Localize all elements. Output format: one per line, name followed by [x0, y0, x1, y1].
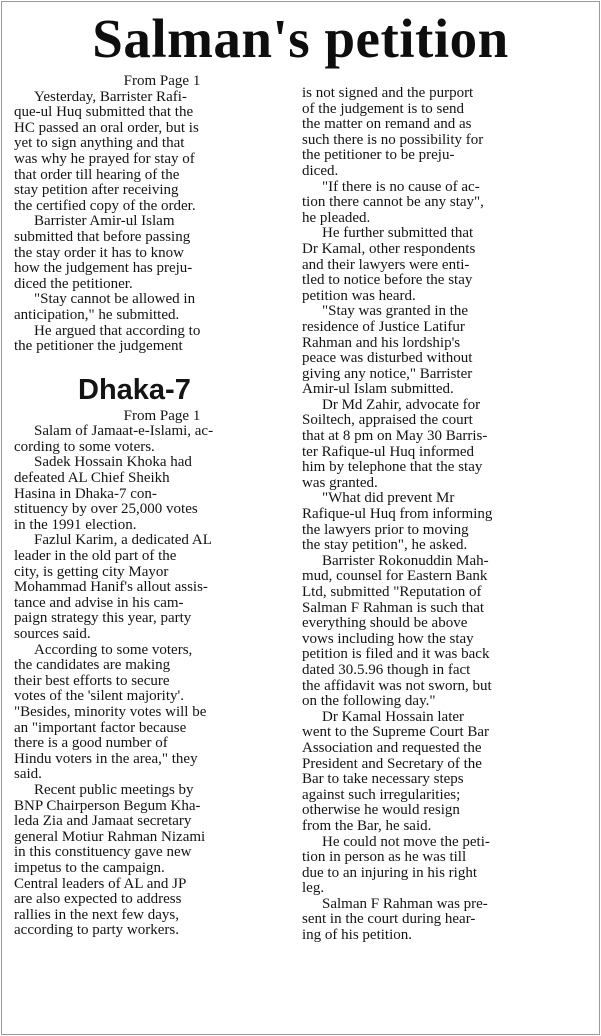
paragraph [14, 292, 310, 323]
text-line: Salam of Jamaat-e-Islami, ac- [34, 423, 214, 440]
paragraph [302, 491, 592, 553]
text-line: Central leaders of AL and JP [14, 875, 187, 892]
text-line: vows including how the stay [302, 630, 474, 647]
paragraph [302, 226, 592, 304]
text-line: anticipation," he submitted. [14, 306, 180, 323]
text-line: Barrister Rokonuddin Mah- [322, 552, 489, 569]
text-line: the stay petition", he asked. [302, 537, 468, 554]
paragraph [14, 424, 310, 455]
text-line: defeated AL Chief Sheikh [14, 470, 170, 487]
paragraph [14, 533, 310, 642]
text-line: ter Rafique-ul Huq informed [302, 443, 475, 460]
text-line: are also expected to address [14, 891, 182, 908]
text-line: Rahman and his lordship's [302, 334, 461, 351]
text-line: HC passed an oral order, but is [14, 119, 199, 136]
text-line: Dr Kamal, other respondents [302, 240, 476, 257]
text-line: impetus to the campaign. [14, 859, 165, 876]
text-line: Association and requested the [302, 739, 482, 756]
text-line: according to party workers. [14, 922, 179, 939]
text-line: He could not move the peti- [322, 833, 490, 850]
text-line: Hindu voters in the area," they [14, 750, 198, 767]
paragraph [14, 455, 310, 533]
text-line: petition is filed and it was back [302, 646, 490, 663]
from-page-label: From Page 1 [123, 73, 201, 89]
text-line: the petitioner to be preju- [302, 147, 455, 164]
text-line: there is a good number of [14, 735, 168, 752]
text-line: Barrister Amir-ul Islam [34, 213, 175, 230]
text-line: President and Secretary of the [302, 755, 482, 772]
text-line: residence of Justice Latifur [302, 318, 465, 335]
text-line: rallies in the next few days, [14, 906, 179, 923]
text-line: According to some voters, [34, 641, 193, 658]
text-line: peace was disturbed without [302, 350, 473, 367]
text-line: in the 1991 election. [14, 516, 137, 533]
text-line: the certified copy of the order. [14, 197, 196, 214]
text-line: from the Bar, he said. [302, 817, 432, 834]
text-line: and their lawyers were enti- [302, 256, 470, 273]
text-line: Recent public meetings by [34, 781, 194, 798]
text-line: otherwise he would resign [302, 802, 460, 819]
paragraph [302, 398, 592, 492]
paragraph [302, 86, 592, 180]
text-line: was why he prayed for stay of [14, 150, 195, 167]
text-line: everything should be above [302, 615, 468, 632]
text-line: Yesterday, Barrister Rafi- [34, 88, 187, 105]
text-line: Dr Kamal Hossain later [322, 708, 465, 725]
text-line: tion there cannot be any stay", [302, 194, 484, 211]
text-line: sources said. [14, 626, 91, 642]
paragraph [302, 835, 592, 897]
text-line: submitted that before passing [14, 228, 191, 245]
text-line: tion in person as he was till [302, 849, 467, 866]
text-line: "Besides, minority votes will be [14, 703, 207, 720]
text-line: Bar to take necessary steps [302, 771, 464, 788]
paragraph [14, 214, 310, 292]
text-line: He further submitted that [322, 225, 474, 242]
text-line: due to an injuring in his right [302, 864, 477, 881]
text-line: the matter on remand and as [302, 116, 472, 133]
text-line: ing of his petition. [302, 927, 412, 944]
paragraph [14, 324, 310, 355]
right-paragraphs [302, 86, 592, 944]
column-left [14, 74, 310, 939]
text-line: that at 8 pm on May 30 Barris- [302, 428, 488, 445]
text-line: cording to some voters. [14, 438, 155, 455]
paragraph [302, 710, 592, 835]
text-line: petition was heard. [302, 287, 416, 304]
paragraph [14, 90, 310, 215]
text-line: "Stay cannot be allowed in [34, 291, 196, 308]
text-line: Rafique-ul Huq from informing [302, 506, 493, 523]
paragraph [14, 783, 310, 939]
text-line: Sadek Hossain Khoka had [34, 454, 192, 471]
headline: Salman's petition [92, 8, 509, 69]
text-line: sent in the court during hear- [302, 911, 476, 928]
text-line: que-ul Huq submitted that the [14, 104, 194, 121]
text-line: Hasina in Dhaka-7 con- [14, 485, 157, 502]
text-line: the stay order it has to know [14, 244, 184, 261]
text-line: "Stay was granted in the [322, 303, 469, 320]
text-line: went to the Supreme Court Bar [302, 724, 490, 741]
text-line: tled to notice before the stay [302, 272, 473, 289]
text-line: of the judgement is to send [302, 100, 465, 117]
text-line: votes of the 'silent majority'. [14, 688, 184, 705]
text-line: he pleaded. [302, 209, 371, 226]
text-line: was granted. [302, 474, 378, 491]
text-line: Mohammad Hanif's allout assis- [14, 579, 208, 596]
text-line: city, is getting city Mayor [14, 563, 169, 580]
paragraph [14, 643, 310, 783]
text-line: him by telephone that the stay [302, 459, 483, 476]
text-line: Soiltech, appraised the court [302, 412, 473, 429]
paragraph [302, 554, 592, 710]
text-line: in this constituency gave new [14, 844, 192, 861]
text-line: stituency by over 25,000 votes [14, 501, 198, 518]
text-line: the candidates are making [14, 657, 171, 674]
text-line: diced the petitioner. [14, 275, 133, 292]
left-paragraphs [14, 90, 310, 355]
text-line: mud, counsel for Eastern Bank [302, 568, 488, 585]
dhaka-from-page-label: From Page 1 [123, 407, 201, 424]
text-line: the petitioner the judgement [14, 338, 183, 355]
text-line: dated 30.5.96 though in fact [302, 661, 471, 678]
text-line: giving any notice," Barrister [302, 365, 473, 382]
text-line: Dr Md Zahir, advocate for [322, 396, 481, 413]
text-line: an "important factor because [14, 719, 187, 736]
text-line: Salman F Rahman was pre- [322, 895, 488, 912]
text-line: Ltd, submitted "Reputation of [302, 584, 482, 600]
text-line: is not signed and the purport [302, 85, 474, 101]
text-line: "If there is no cause of ac- [322, 178, 480, 195]
text-line: paign strategy this year, party [14, 610, 192, 627]
text-line: tance and advise in his cam- [14, 594, 184, 611]
text-line: on the following day." [302, 693, 436, 710]
text-line: how the judgement has preju- [14, 260, 193, 277]
text-line: their best efforts to secure [14, 672, 170, 689]
paragraph [302, 897, 592, 944]
column-right [302, 86, 592, 944]
text-line: stay petition after receiving [14, 182, 179, 199]
text-line: Salman F Rahman is such that [302, 599, 485, 616]
text-line: Amir-ul Islam submitted. [302, 381, 454, 398]
text-line: leg. [302, 880, 325, 897]
text-line: BNP Chairperson Begum Kha- [14, 797, 201, 814]
text-line: Fazlul Karim, a dedicated AL [34, 532, 212, 549]
text-line: leader in the old part of the [14, 548, 177, 565]
text-line: leda Zia and Jamaat secretary [14, 813, 192, 830]
text-line: general Motiur Rahman Nizami [14, 828, 206, 845]
text-line: diced. [302, 162, 339, 179]
paragraph [302, 180, 592, 227]
paragraph [302, 304, 592, 398]
text-line: that order till hearing of the [14, 166, 180, 183]
text-line: against such irregularities; [302, 786, 461, 803]
section-heading-dhaka: Dhaka-7 [78, 373, 191, 406]
text-line: the affidavit was not sworn, but [302, 677, 492, 694]
text-line: He argued that according to [34, 322, 201, 339]
text-line: yet to sign anything and that [14, 135, 185, 152]
text-line: the lawyers prior to moving [302, 521, 469, 538]
text-line: said. [14, 766, 42, 783]
text-line: such there is no possibility for [302, 131, 484, 148]
dhaka-paragraphs [14, 424, 310, 939]
text-line: "What did prevent Mr [322, 490, 455, 507]
